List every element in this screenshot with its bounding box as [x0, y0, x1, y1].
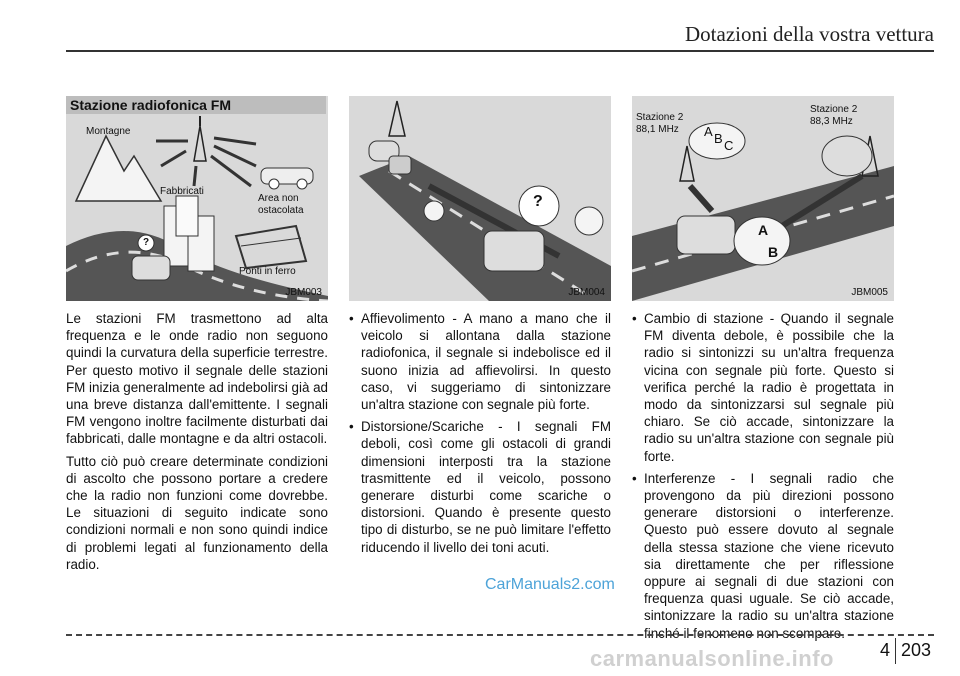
bullet-item: • Interferenze - I segnali radio che provengono da più direzioni possono generare distorsioni o interferenze. Questo può essere dovuto al segnale della stessa stazione che viene ricevuto sia direttamente che per riflessione oppure ai segnali di due stazioni con frequenza quasi uguale. Se ciò accade, sintonizzare la radio su un'altra stazione finché il fenomeno non scompare.	[632, 470, 894, 642]
label-station-right-freq: 88,3 MHz	[810, 116, 853, 127]
fading-illustration	[349, 96, 611, 301]
footer-rule	[66, 634, 934, 636]
figure-fm-station	[66, 96, 328, 301]
bubble-letter-b: B	[714, 131, 723, 146]
watermark-link[interactable]: CarManuals2.com	[485, 576, 615, 593]
label-station-left-freq: 88,1 MHz	[636, 124, 679, 135]
figure-station-change	[632, 96, 894, 301]
figure-title: Stazione radiofonica FM	[70, 97, 232, 113]
question-mark: ?	[533, 193, 543, 210]
bubble-letter-a: A	[704, 124, 713, 139]
figure-code: JBM005	[851, 287, 888, 298]
figure-code: JBM003	[285, 287, 322, 298]
page-number: 203	[901, 640, 932, 660]
footer-watermark: carmanualsonline.info	[590, 646, 834, 671]
chapter-number: 4	[880, 640, 891, 660]
paragraph: Le stazioni FM trasmettono ad alta frequenza e le onde radio non seguono quindi la curvatura della superficie terrestre. Per questo motivo il segnale delle stazioni FM inizia generalmente ad indebolirsi già ad una breve distanza dall'emittente. I segnali FM vengono inoltre facilmente disturbati dai fabbricati, dalle montagne e da altri ostacoli.	[66, 311, 329, 447]
page-separator	[895, 638, 896, 664]
page-header-title: Dotazioni della vostra vettura	[685, 22, 934, 46]
bullet-item: • Cambio di stazione - Quando il segnale FM diventa debole, è possibile che la radio si sintonizzi su un'altra frequenza vicina con segnale più forte. Questo si verifica perché la radio è progettata in modo da sintonizzarsi sul segnale più chiaro. Se ciò accade, sintonizzare la radio su un'altra stazione con segnale più forte.	[632, 310, 894, 465]
label-open-area-1: Area non	[258, 193, 299, 204]
text-column-middle	[349, 310, 611, 561]
interference-letter-b: B	[768, 244, 779, 260]
label-bridge: Ponti in ferro	[239, 266, 296, 277]
label-buildings: Fabbricati	[160, 186, 204, 197]
bullet-item: • Distorsione/Scariche - I segnali FM deboli, così come gli ostacoli di grandi dimensioni interposti tra la stazione trasmittente ed il veicolo, possono generare disturbi come scariche o distorsioni. Quando è presente questo tipo di disturbo, se ne può limitare l'effetto riducendo il livello dei toni acuti.	[349, 418, 611, 556]
label-mountains: Montagne	[86, 126, 131, 137]
text-column-left	[66, 310, 328, 578]
label-station-right-name: Stazione 2	[810, 104, 858, 115]
question-mark: ?	[143, 237, 150, 248]
paragraph: Tutto ciò può creare determinate condizioni di ascolto che possono portare a credere che la radio non funzioni come dovrebbe. Le situazioni di seguito indicate sono condizioni normali e non sono quindi indice di problemi legati al funzionamento della radio.	[66, 453, 328, 572]
figure-fading	[349, 96, 611, 301]
text-column-right	[632, 310, 894, 647]
bubble-letter-c: C	[724, 138, 734, 153]
interference-letter-a: A	[758, 222, 769, 238]
bullet-item: • Affievolimento - A mano a mano che il veicolo si allontana dalla stazione radiofonica, il segnale si indebolisce ed il suono inizia ad affievolirsi. In questo caso, vi suggeriamo di sintonizzare un'altra stazione con segnale più forte.	[349, 310, 611, 413]
header-rule	[66, 50, 934, 52]
label-station-left-name: Stazione 2	[636, 112, 684, 123]
label-open-area-2: ostacolata	[258, 205, 304, 216]
figure-code: JBM004	[568, 287, 605, 298]
